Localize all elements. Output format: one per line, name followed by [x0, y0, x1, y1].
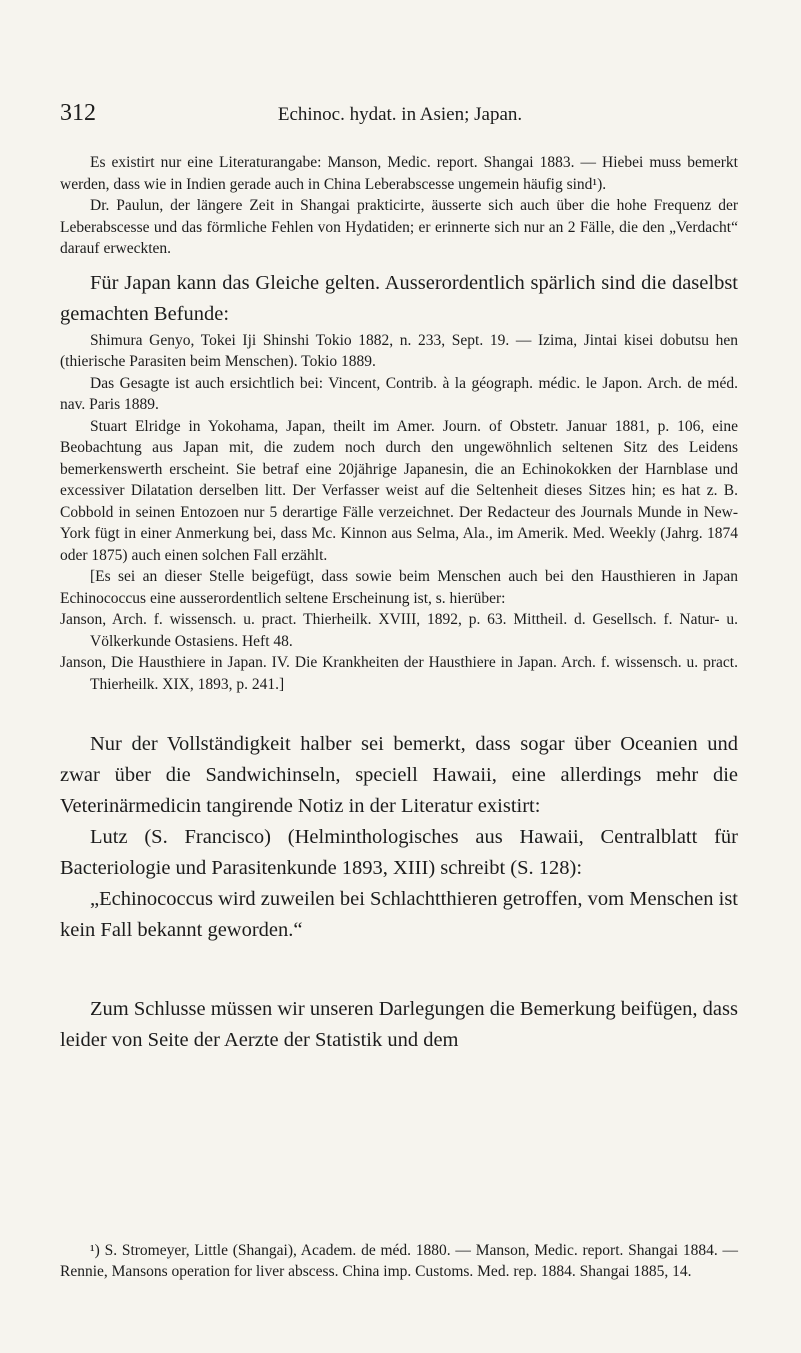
page-number: 312 — [60, 100, 96, 126]
footnote-1: ¹) S. Stromeyer, Little (Shangai), Academ. de méd. 1880. — Manson, Medic. report. Shangai 1884. — Rennie, Mansons operation for liver abscess. China imp. Customs. Med. rep. 1884. Shangai 1885, 14. — [60, 1242, 738, 1280]
reference-janson-1: Janson, Arch. f. wissensch. u. pract. Thierheilk. XVIII, 1892, p. 63. Mittheil. d. Gesellsch. f. Natur- u. Völkerkunde Ostasiens. Heft 48. — [60, 611, 738, 650]
page-header — [60, 100, 740, 130]
paragraph-manson: Es existirt nur eine Literaturangabe: Manson, Medic. report. Shangai 1883. — Hiebei muss bemerkt werden, dass wie in Indien gerade auch in China Leberabscesse ungemein häufig sind¹). — [60, 154, 738, 193]
reference-janson-2: Janson, Die Hausthiere in Japan. IV. Die Krankheiten der Hausthiere in Japan. Arch. f. wissensch. u. pract. Thierheilk. XIX, 1893, p. 241.] — [60, 654, 738, 693]
paragraph-japan-heading: Für Japan kann das Gleiche gelten. Ausserordentlich spärlich sind die daselbst gemachten Befunde: — [60, 271, 738, 325]
quote-echinococcus: „Echinococcus wird zuweilen bei Schlachtthieren getroffen, vom Menschen ist kein Fall bekannt geworden.“ — [60, 888, 739, 941]
paragraph-lutz: Lutz (S. Francisco) (Helminthologisches aus Hawaii, Centralblatt für Bacteriologie und Parasitenkunde 1893, XIII) schreibt (S. 128): — [60, 826, 738, 879]
paragraph-oceanien: Nur der Vollständigkeit halber sei bemerkt, dass sogar über Oceanien und zwar über die Sandwichinseln, speciell Hawaii, eine allerdings mehr die Veterinärmedicin tangirende Notiz in der Literatur existirt: — [60, 733, 738, 817]
paragraph-vincent: Das Gesagte ist auch ersichtlich bei: Vincent, Contrib. à la géograph. médic. le Japon. Arch. de méd. nav. Paris 1889. — [60, 374, 738, 413]
footnote-area — [60, 1240, 738, 1282]
paragraph-shimura: Shimura Genyo, Tokei Iji Shinshi Tokio 1882, n. 233, Sept. 19. — Izima, Jintai kisei dobutsu hen (thierische Parasiten beim Menschen). Tokio 1889. — [60, 331, 738, 370]
paragraph-paulun: Dr. Paulun, der längere Zeit in Shangai prakticirte, äusserte sich auch über die hohe Frequenz der Leberabscesse und das förmliche Fehlen von Hydatiden; er erinnerte sich nur an 2 Fälle, die den „Verdacht“ darauf erweckten. — [60, 197, 738, 257]
paragraph-schluss: Zum Schlusse müssen wir unseren Darlegungen die Bemerkung beifügen, dass leider von Seite der Aerzte der Statistik und dem — [60, 998, 738, 1051]
paragraph-elridge: Stuart Elridge in Yokohama, Japan, theilt im Amer. Journ. of Obstetr. Januar 1881, p. 106, eine Beobachtung aus Japan mit, die zudem noch durch den ungewöhnlich seltenen Sitz des Leidens bemerkenswerth erscheint. Sie betraf eine 20jährige Japanesin, die an Echinokokken der Harnblase und excessiver Dilatation derselben litt. Der Verfasser weist auf die Seltenheit dieses Sitzes hin; es hat z. B. Cobbold in seinen Entozoen nur 5 derartige Fälle verzeichnet. Der Redacteur des Journals Munde in New-York fügt in einer Anmerkung bei, dass Mc. Kinnon aus Selma, Ala., im Amerik. Med. Weekly (Jahrg. 1874 oder 1875) auch einen solchen Fall erzählt. — [60, 417, 738, 564]
paragraph-hausthiere-note: [Es sei an dieser Stelle beigefügt, dass sowie beim Menschen auch bei den Hausthieren in Japan Echinococcus eine ausserordentlich seltene Erscheinung ist, s. hierüber: — [60, 568, 738, 607]
page-body — [60, 152, 738, 1056]
running-title: Echinoc. hydat. in Asien; Japan. — [277, 104, 523, 125]
